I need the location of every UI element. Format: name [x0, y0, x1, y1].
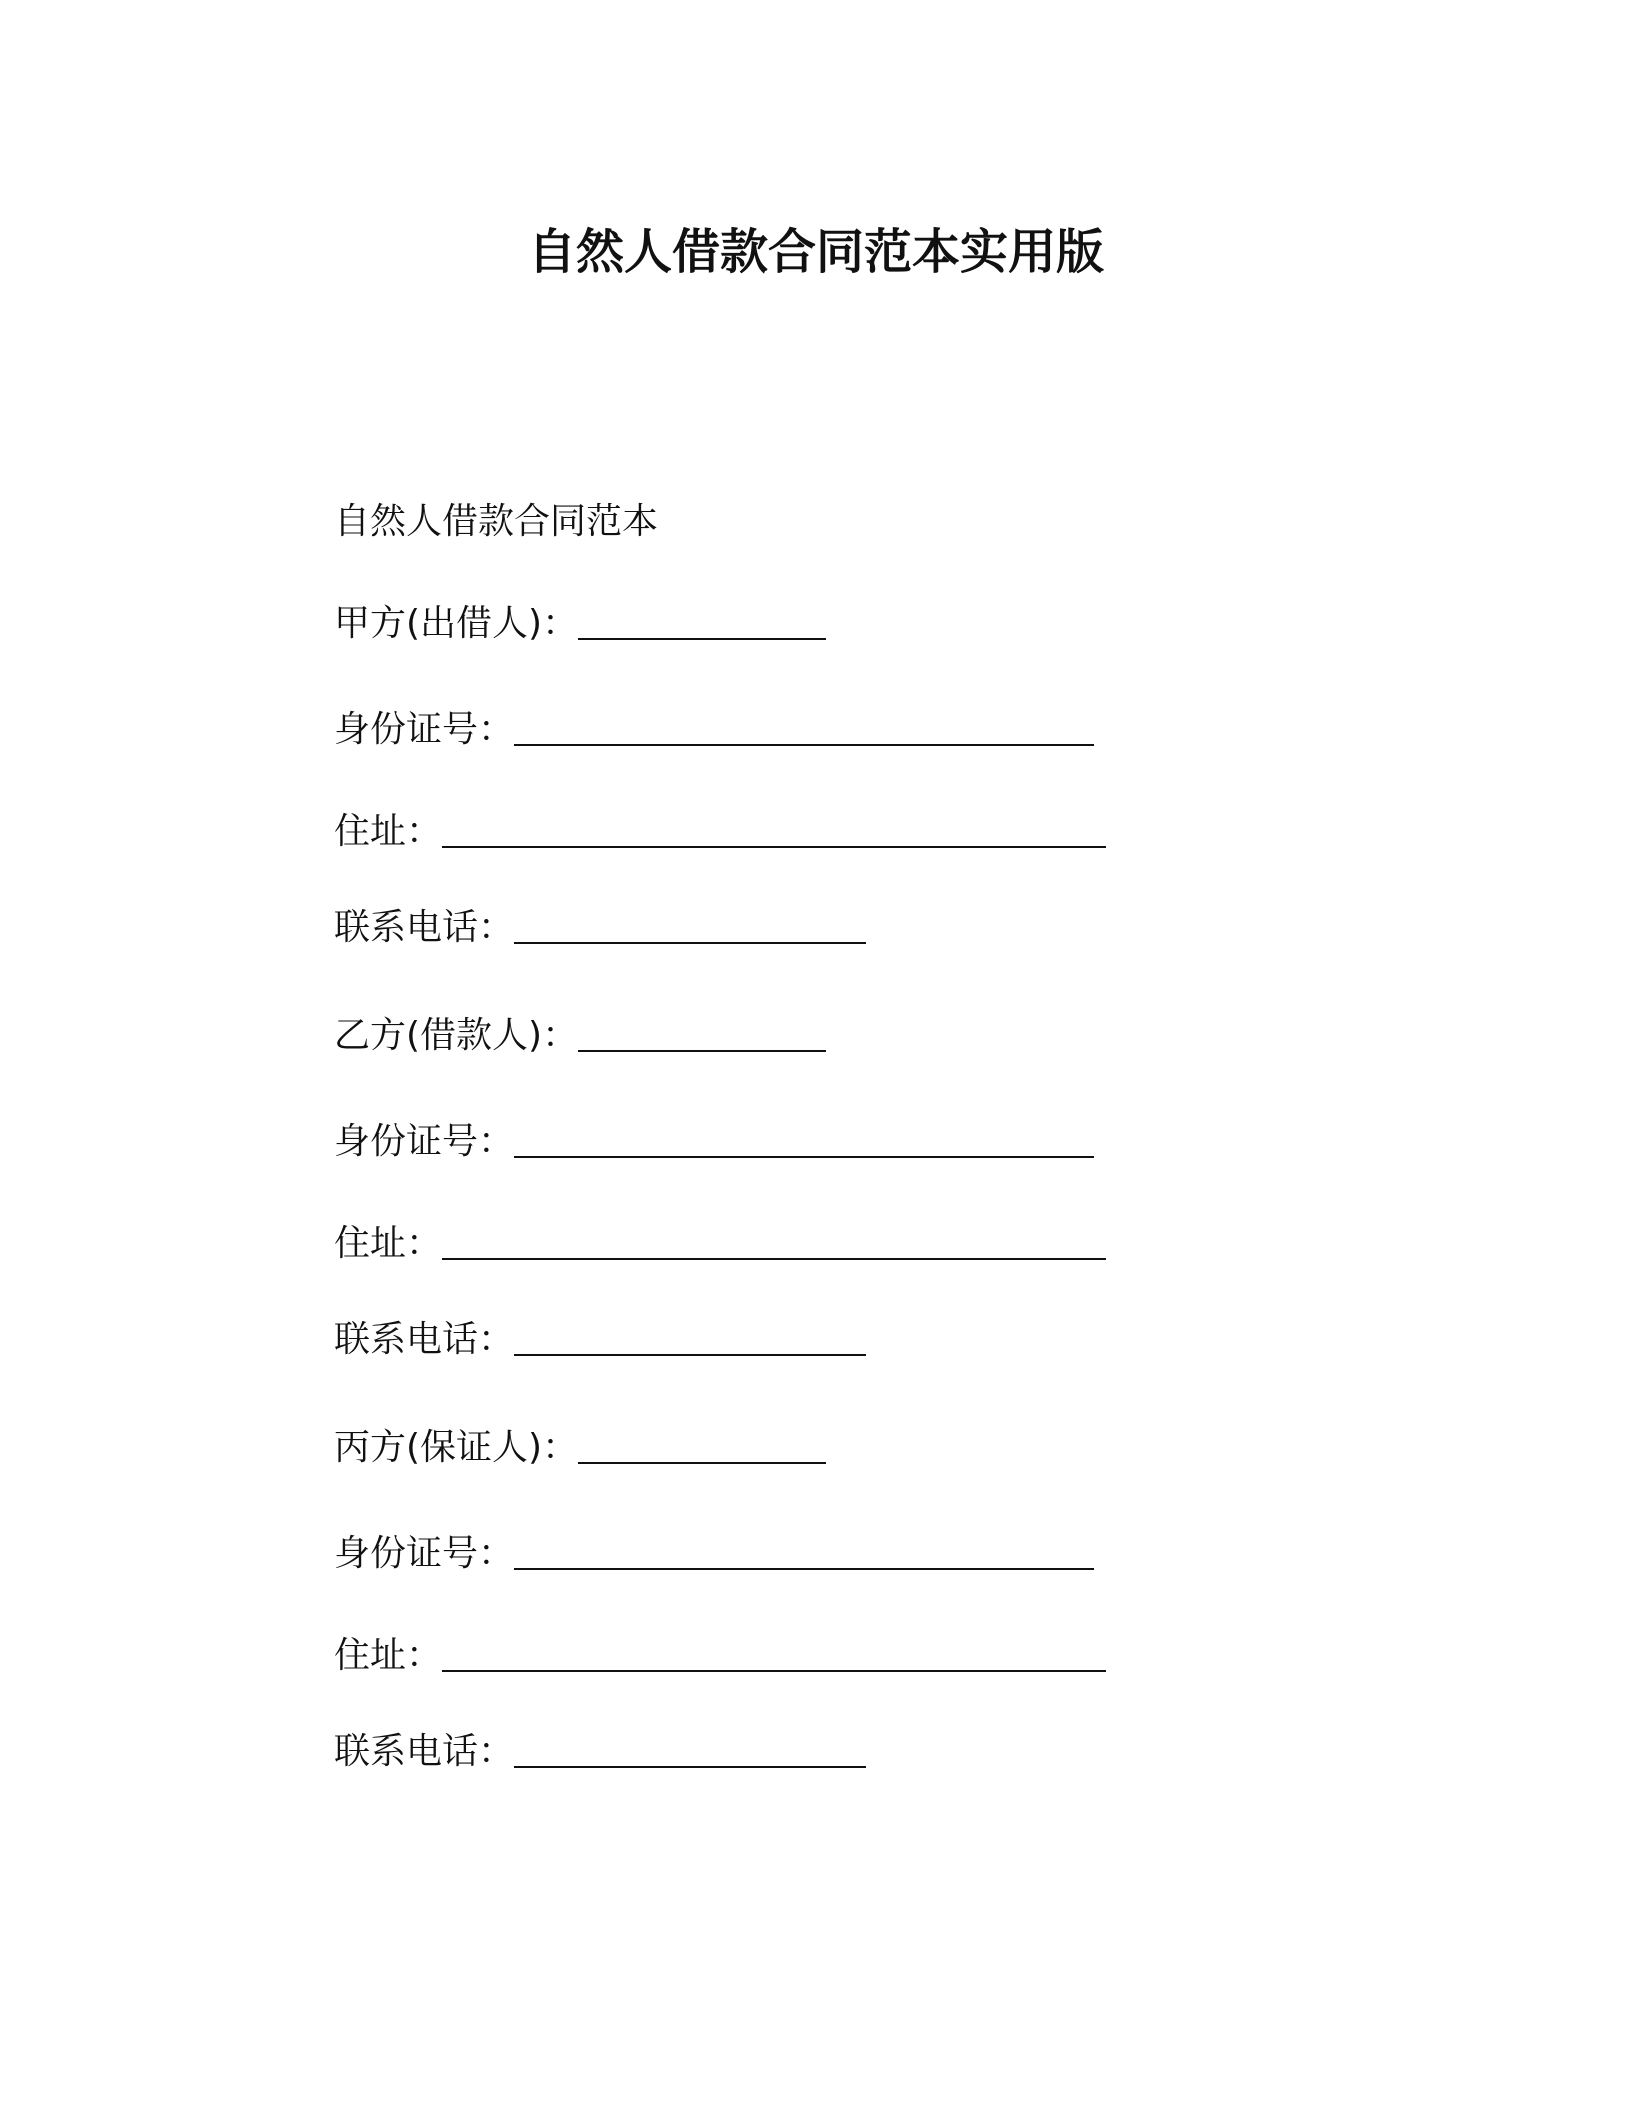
party-a-address-field — [334, 808, 1106, 856]
party-b-id-label: 身份证号： — [334, 1121, 515, 1162]
party-c-id-blank[interactable] — [514, 1530, 1094, 1578]
party-a-address-label: 住址： — [334, 811, 443, 852]
party-b-address-field — [334, 1220, 1106, 1268]
party-a-name-field — [334, 600, 826, 648]
party-a-id-field — [334, 706, 1094, 754]
party-a-name-label: 甲方(出借人)： — [334, 603, 579, 644]
party-c-phone-label: 联系电话： — [334, 1731, 515, 1772]
party-c-address-label: 住址： — [334, 1635, 443, 1676]
party-c-name-label: 丙方(保证人)： — [334, 1427, 579, 1468]
party-b-id-field — [334, 1118, 1094, 1166]
party-a-phone-label: 联系电话： — [334, 907, 515, 948]
document-subtitle: 自然人借款合同范本 — [334, 501, 659, 542]
party-c-address-blank[interactable] — [442, 1632, 1106, 1680]
party-c-id-label: 身份证号： — [334, 1533, 515, 1574]
party-c-name-blank[interactable] — [578, 1424, 826, 1472]
party-a-phone-field — [334, 904, 866, 952]
party-a-id-label: 身份证号： — [334, 709, 515, 750]
party-b-phone-label: 联系电话： — [334, 1319, 515, 1360]
party-c-name-field — [334, 1424, 826, 1472]
party-b-id-blank[interactable] — [514, 1118, 1094, 1166]
party-a-phone-blank[interactable] — [514, 904, 866, 952]
party-b-name-field — [334, 1012, 826, 1060]
party-b-address-blank[interactable] — [442, 1220, 1106, 1268]
party-b-address-label: 住址： — [334, 1223, 443, 1264]
party-c-phone-field — [334, 1728, 866, 1776]
document-title: 自然人借款合同范本实用版 — [527, 224, 1104, 280]
party-a-id-blank[interactable] — [514, 706, 1094, 754]
party-a-address-blank[interactable] — [442, 808, 1106, 856]
party-b-name-blank[interactable] — [578, 1012, 826, 1060]
party-c-phone-blank[interactable] — [514, 1728, 866, 1776]
party-c-id-field — [334, 1530, 1094, 1578]
party-b-name-label: 乙方(借款人)： — [334, 1015, 579, 1056]
party-b-phone-blank[interactable] — [514, 1316, 866, 1364]
party-b-phone-field — [334, 1316, 866, 1364]
party-a-name-blank[interactable] — [578, 600, 826, 648]
party-c-address-field — [334, 1632, 1106, 1680]
